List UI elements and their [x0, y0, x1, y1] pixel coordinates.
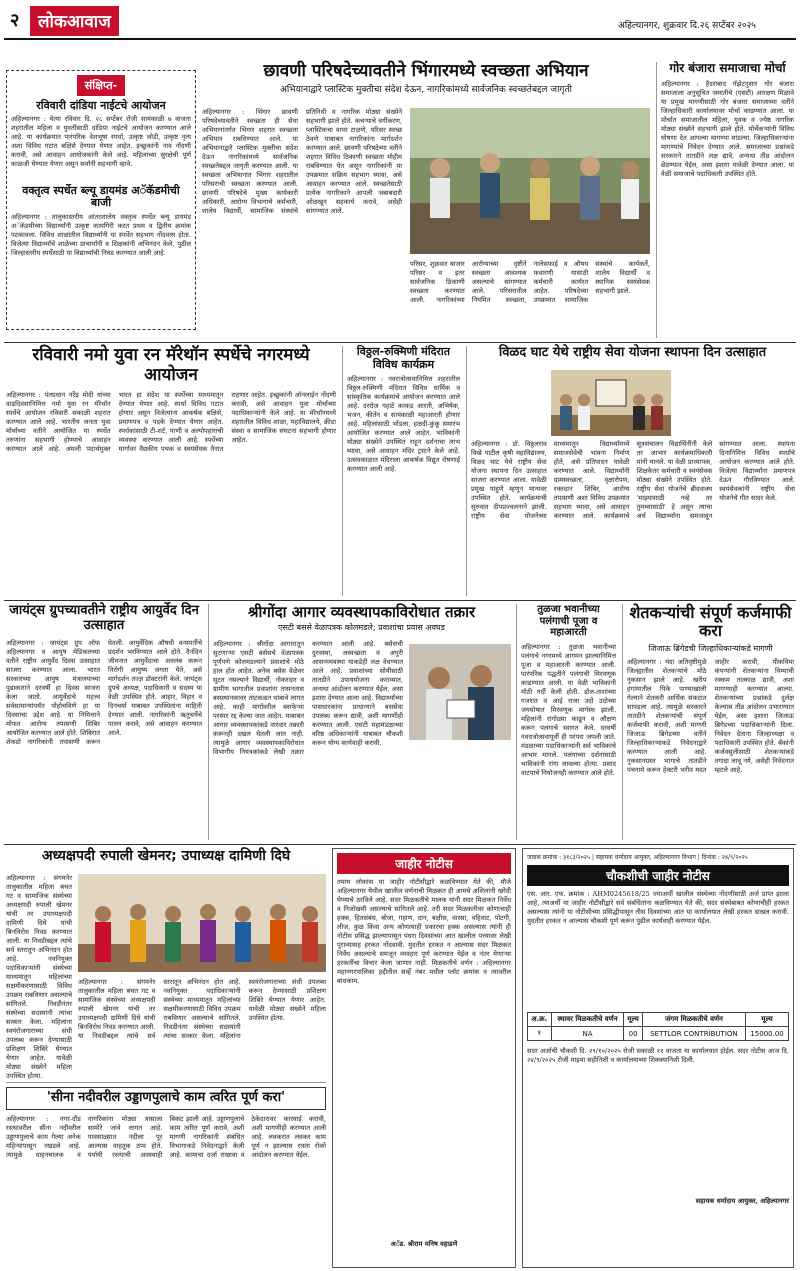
article-body: अहिल्यानगर : जायंट्स ग्रुप ऑफ अहिल्यानगर व आयुष मेडिकलच्या वतीने राष्ट्रीय आयुर्वेद दिवस उत्साहात साजरा करण्यात आला. भारत सरकारच्या आयुष मंत्रालयाच्या पुढाकाराने दरवर्षी हा दिवस साजरा केला जातो. आयुर्वेदाचे महत्त्व सर्वसामान्यांपर्यंत पोहोचविणे हा या दिवसाचा उद्देश आहे. या निमित्ताने मोफत आरोग्य तपासणी शिबिर आयोजित करण्यात आले होते. शिबिरात शेकडो नागरिकांनी तपासणी करून घेतली. आयुर्वेदिक औषधी वनस्पतींचे प्रदर्शन भरविण्यात आले होते. दैनंदिन जीवनात आयुर्वेदाचा अवलंब करून निरोगी आयुष्य जगता येते, असे मार्गदर्शन तज्ज्ञ डॉक्टरांनी केले. जायंट्स ग्रुपचे अध्यक्ष, पदाधिकारी व सदस्य या वेळी उपस्थित होते. आहार, विहार व दिनचर्या याबाबत उपस्थितांना माहिती देण्यात आली. नागरिकांनी ऋतुचर्येचे पालन करावे, असे आवाहन करण्यात आले.: [6, 638, 202, 746]
page-number: २: [10, 10, 20, 31]
article-tulja-bhavani: [516, 604, 616, 840]
chaukashi-notice: [522, 848, 794, 1268]
sankshipt-tag: संक्षिप्त-: [77, 75, 125, 96]
article-seena: [6, 1082, 326, 1268]
headline: विळद घाट येथे राष्ट्रीय सेवा योजना स्थापना दिन उत्साहात: [498, 345, 767, 360]
table-cell: 15000.00: [746, 1027, 789, 1041]
headline: विठ्ठल-रुक्मिणी मंदिरात विविध कार्यक्रम: [356, 345, 451, 371]
subhead: अभियानाद्वारे प्लास्टिक मुक्तीचा संदेश देऊन, नागरिकांमध्ये सार्वजनिक स्वच्छतेबद्दल जागृती: [280, 84, 572, 95]
notice-body: तमाम लोकांस या जाहीर नोटीसीद्वारे कळविण्यात येते की, मौजे अहिल्यानगर येथील खालील वर्णनाची मिळकत ही आमचे अशिलांनी खरेदी घेण्याचे ठरविले आहे. सदर मिळकतीचे मालक यांनी सदर मिळकत निर्वेध व निजोखमी असल्याचे सांगितले आहे. तरी सदर मिळकतीवर कोणाचाही हक्क, हितसंबंध, बोजा, गहाण, दान, बक्षीस, वारसा, वहिवाट, पोटगी, लीज, कुळ किंवा अन्य कोणत्याही प्रकारचा हक्क असल्यास त्यांनी ही नोटीस प्रसिद्ध झाल्यापासून पंधरा दिवसांच्या आत खालील पत्त्यावर लेखी पुराव्यासह हरकत नोंदवावी. मुदतीत हरकत न आल्यास सदर मिळकत निर्वेध असल्याचे समजून व्यवहार पूर्ण करण्यात येईल व नंतर येणाऱ्या हरकतींचा विचार केला जाणार नाही. मिळकतीचे वर्णन : अहिल्यानगर महानगरपालिका हद्दीतील सर्व्हे नंबर मधील प्लॉट क्रमांक व त्यावरील बांधकाम.: [337, 878, 511, 985]
article-body: अहिल्यानगर : डॉ. विठ्ठलराव विखे पाटील कृषी महाविद्यालय, विळद घाट येथे राष्ट्रीय सेवा योजना स्थापना दिन उत्साहात साजरा करण्यात आला. यावेळी प्रमुख पाहुणे म्हणून मान्यवर उपस्थित होते. कार्यक्रमाची सुरुवात दीपप्रज्वलनाने झाली. राष्ट्रीय सेवा योजनेच्या माध्यमातून विद्यार्थ्यांमध्ये समाजसेवेची भावना निर्माण होते, असे प्रतिपादन यावेळी करण्यात आले. विद्यार्थ्यांनी ग्रामस्वच्छता, वृक्षारोपण, रक्तदान शिबिर, आरोग्य तपासणी अशा विविध उपक्रमांत सहभाग घ्यावा, असे आवाहन करण्यात आले. कार्यक्रमाचे सूत्रसंचालन विद्यार्थिनींनी केले तर आभार कार्यक्रमाधिकारी यांनी मानले. या वेळी प्राध्यापक, शिक्षकेतर कर्मचारी व स्वयंसेवक मोठ्या संख्येने उपस्थित होते. राष्ट्रीय सेवा योजनेचे ब्रीदवाक्य 'माझ्यासाठी नव्हे तर तुमच्यासाठी' हे असून त्याचा अर्थ विद्यार्थ्यांना समजावून सांगण्यात आला. स्थापना दिनानिमित्त विविध स्पर्धांचे आयोजन करण्यात आले होते. विजेत्या विद्यार्थ्यांना प्रमाणपत्र देऊन गौरविण्यात आले. स्वयंसेवकांनी राष्ट्रीय सेवा योजनेचे गीत सादर केले.: [471, 440, 795, 520]
table-header: अ.क्र.: [528, 1013, 552, 1027]
jahir-notice: [332, 848, 516, 1268]
article-ayurved-day: [6, 604, 202, 840]
headline: तुळजा भवानीच्या पलंगाची पूजा व महाआरती: [537, 604, 600, 638]
story-title: वक्तृत्व स्पर्धेत ब्ल्यू डायमंड अॅकॅडमीची बाजी: [22, 183, 180, 210]
headline: छावणी परिषदेच्यावतीने भिंगारमध्ये स्वच्छता अभियान: [263, 61, 589, 81]
story-title: रविवारी दांडिया नाईटचे आयोजन: [36, 99, 166, 112]
newspaper-logo: लोकआवाज: [30, 6, 119, 36]
notice-signature: अॅड. श्रीराम मनिष वहाडणे: [390, 1240, 458, 1248]
masthead: [4, 6, 796, 40]
sankshipt-box: [6, 70, 196, 330]
divider: [4, 342, 796, 343]
headline: श्रीगोंदा आगार व्यवस्थापकाविरोधात तक्रार: [247, 603, 476, 621]
article-chhavni: [202, 62, 650, 338]
article-adhyaksha: [6, 848, 326, 1078]
table-header: मूल्य: [746, 1013, 789, 1027]
article-shrigonda: [208, 604, 510, 840]
table-cell: NA: [551, 1027, 624, 1041]
divider: [4, 600, 796, 601]
subhead: एसटी बससे वेळापत्रक कोलमडले; प्रवाशांचा प्रवास अवघड: [278, 623, 445, 633]
article-body: अहिल्यानगर : भिंगार छावणी परिषदेच्यावतीने स्वच्छता ही सेवा अभियानांतर्गत भिंगार शहरात स्वच्छता अभियान राबविण्यात आले. या अभियानाद्वारे प्लास्टिक मुक्तीचा संदेश देऊन नागरिकांमध्ये सार्वजनिक स्वच्छतेबद्दल जागृती करण्यात आली. या स्वच्छता अभियानात भिंगार शहरातील परिसराची स्वच्छता करण्यात आली. छावणी परिषदेचे मुख्य कार्यकारी अधिकारी, आरोग्य विभागाचे कर्मचारी, शालेय विद्यार्थी, सामाजिक संस्थांचे प्रतिनिधी व नागरिक मोठ्या संख्येने सहभागी झाले होते. कचऱ्याचे वर्गीकरण, प्लास्टिकचा वापर टाळणे, परिसर स्वच्छ ठेवणे याबाबत नागरिकांना मार्गदर्शन करण्यात आले. छावणी परिषदेच्या वतीने शहरात विविध ठिकाणी स्वच्छता मोहीम राबविण्यात येत असून नागरिकांनी या उपक्रमात सक्रिय सहभाग घ्यावा, असे आवाहन करण्यात आले. स्वच्छतेसाठी प्रत्येक नागरिकाने आपली जबाबदारी ओळखून सहकार्य करावे, असेही सांगण्यात आले.: [202, 108, 402, 215]
photo-nss-event: [551, 370, 671, 436]
headline: 'सीना नदीवरील उड्डाणपुलाचे काम त्वरित पूर्ण करा': [6, 1087, 326, 1110]
article-body: अहिल्यानगर : हैदराबाद गॅझेटनुसार गोर बंजारा समाजाला अनुसूचित जमातीचे (एसटी) आरक्षण मिळावे या प्रमुख मागणीसाठी गोर बंजारा समाजाच्या वतीने जिल्हाधिकारी कार्यालयावर मोर्चा काढण्यात आला. या मोर्चात समाजातील महिला, युवक व ज्येष्ठ नागरिक मोठ्या संख्येने सहभागी झाले होते. मोर्चेकऱ्यांनी विविध घोषणा देत आपल्या मागण्या मांडल्या. जिल्हाधिकाऱ्यांना मागण्यांचे निवेदन देण्यात आले. समाजाच्या प्रश्नांकडे सरकारने तातडीने लक्ष द्यावे, अन्यथा तीव्र आंदोलन छेडण्यात येईल, असा इशारा यावेळी देण्यात आला. या वेळी समाजाचे पदाधिकारी उपस्थित होते.: [661, 79, 794, 178]
photo-caption: परिसर, शुक्रवार बाजार परिसर व इतर सार्वजनिक ठिकाणी स्वच्छता करण्यात आली. नागरिकांच्या आरोग्याच्या दृष्टीने स्वच्छता आवश्यक असल्याचे सांगण्यात आले. परिसरातील नियमित स्वच्छता, नालेसफाई व औषध फवारणी यासाठी कर्मचारी कार्यरत आहेत. परिषदेच्या उपक्रमात सामाजिक संस्थांचे कार्यकर्ते, शालेय विद्यार्थी व स्थानिक स्वयंसेवक सहभागी झाले.: [410, 260, 650, 304]
article-body: अहिल्यानगर : संगमनेर तालुकातील महिला बचत गट व सामाजिक संस्थेच्या अध्यक्षपदी रुपाली खेमनर यांची तर उपाध्यक्षपदी दामिणी दिघे यांची बिनविरोध निवड करण्यात आली. या निवडीबद्दल त्यांचे सर्व स्तरातून अभिनंदन होत आहे. नवनियुक्त पदाधिकाऱ्यांनी संस्थेच्या माध्यमातून महिलांच्या सक्षमीकरणासाठी विविध उपक्रम राबविणार असल्याचे सांगितले. निवडीनंतर संस्थेच्या सदस्यांनी त्यांचा सत्कार केला. महिलांना स्वयंरोजगाराच्या संधी उपलब्ध करून देण्यासाठी प्रशिक्षण शिबिरे घेण्यात येणार आहेत. यावेळी मोठ्या संख्येने महिला उपस्थित होत्या.: [6, 874, 72, 1080]
article-body: अहिल्यानगर : श्रीगोंदा आगारातून सुटणाऱ्या एसटी बसेसचे वेळापत्रक पूर्णपणे कोलमडल्याने प्रवाशांचे मोठे हाल होत आहेत. अनेक बसेस वेळेवर सुटत नसल्याने विद्यार्थी, नोकरदार व ग्रामीण भागातील प्रवाशांना तासनतास बसस्थानकावर ताटकळत थांबावे लागत आहे. काही मार्गावरील बसफेऱ्या परस्पर रद्द केल्या जात आहेत. याबाबत आगार व्यवस्थापकांकडे वारंवार तक्रारी करूनही दखल घेतली जात नाही. त्यामुळे आगार व्यवस्थापकाविरोधात विभागीय नियंत्रकांकडे लेखी तक्रार करण्यात आली आहे. बसेसची दुरवस्था, अस्वच्छता व अपुरी आसनव्यवस्था याकडेही लक्ष वेधण्यात आले आहे. प्रवाशांच्या सोयीसाठी तातडीने उपाययोजना कराव्यात, अन्यथा आंदोलन करण्यात येईल, असा इशारा देण्यात आला आहे. विद्यार्थ्यांच्या पासधारकांना प्राधान्याने बससेवा उपलब्ध करून द्यावी, अशी मागणीही करण्यात आली. एसटी महामंडळाच्या वरिष्ठ अधिकाऱ्यांनी याबाबत चौकशी करून योग्य कार्यवाही करावी.: [213, 640, 403, 756]
article-body-continued: अहिल्यानगर : संगमनेर तालुकातील महिला बचत गट व सामाजिक संस्थेच्या अध्यक्षपदी रुपाली खेमनर यांची तर उपाध्यक्षपदी दामिणी दिघे यांची बिनविरोध निवड करण्यात आली. या निवडीबद्दल त्यांचे सर्व स्तरातून अभिनंदन होत आहे. नवनियुक्त पदाधिकाऱ्यांनी संस्थेच्या माध्यमातून महिलांच्या सक्षमीकरणासाठी विविध उपक्रम राबविणार असल्याचे सांगितले. निवडीनंतर संस्थेच्या सदस्यांनी त्यांचा सत्कार केला. महिलांना स्वयंरोजगाराच्या संधी उपलब्ध करून देण्यासाठी प्रशिक्षण शिबिरे घेण्यात येणार आहेत. यावेळी मोठ्या संख्येने महिला उपस्थित होत्या.: [78, 978, 326, 1040]
photo-complaint: [409, 644, 511, 740]
notice-title: जाहीर नोटीस: [337, 853, 511, 874]
divider: [4, 844, 796, 845]
article-nss: [466, 346, 794, 596]
headline: जायंट्स ग्रुपच्यावतीने राष्ट्रीय आयुर्वेद दिन उत्साहात: [9, 603, 199, 633]
notice-footer: सदर अर्जाची चौकशी दि. २९/१०/२०२५ रोजी सकाळी ११ वाजता या कार्यालयात होईल. सदर नोटीस आज दि. २४/९/२०२५ रोजी माझ्या सहीनिशी व कार्यालयाच्या शिक्क्यानिशी दिली.: [527, 1047, 789, 1064]
table-cell: SETTLOR CONTRIBUTION: [642, 1027, 745, 1041]
article-body: अहिल्यानगर : तुळजा भवानीच्या पलंगाचे नगरमध्ये आगमन झाल्यानिमित्त पूजा व महाआरती करण्यात आली. पारंपरिक पद्धतीने पलंगाची मिरवणूक काढण्यात आली. या वेळी भाविकांनी मोठी गर्दी केली होती. ढोल-ताशांच्या गजरात व आई राजा उदो उदोच्या जयघोषात मिरवणूक मार्गस्थ झाली. महिलांनी रांगोळ्या काढून व औक्षण करून पलंगाचे स्वागत केले. दरवर्षी नवरात्रोत्सवापूर्वी ही परंपरा जपली जाते. मंडळाच्या पदाधिकाऱ्यांनी सर्व भाविकांचे आभार मानले. पलंगाच्या दर्शनासाठी भाविकांनी रांगा लावल्या होत्या. प्रसाद वाटपाचे नियोजनही करण्यात आले होते.: [521, 642, 616, 777]
notice-signature: सहायक धर्मादाय आयुक्त, अहिल्यानगर: [695, 1197, 789, 1205]
headline: गोर बंजारा समाजाचा मोर्चा: [669, 61, 786, 75]
table-row: [528, 1027, 789, 1041]
article-body: अहिल्यानगर : नवरात्रोत्सवानिमित्त शहरातील विठ्ठल-रुक्मिणी मंदिरात विविध धार्मिक व सांस्कृतिक कार्यक्रमांचे आयोजन करण्यात आले आहे. दररोज पहाटे काकड आरती, अभिषेक, भजन, कीर्तन व सायंकाळी महाआरती होणार आहे. महिलांसाठी भोंडला, हळदी-कुंकू समारंभ आयोजित करण्यात आले आहेत. भाविकांनी मोठ्या संख्येने उपस्थित राहून दर्शनाचा लाभ घ्यावा, असे आवाहन मंदिर ट्रस्टने केले आहे. उत्सवकाळात मंदिराला आकर्षक विद्युत रोषणाई करण्यात आली आहे.: [347, 375, 460, 474]
article-vitthal: [342, 346, 460, 596]
article-body: अहिल्यानगर : यंदा अतिवृष्टीमुळे जिल्ह्यातील शेतकऱ्यांचे मोठे नुकसान झाले आहे. खरीप हंगामातील पिके पाण्याखाली गेल्याने शेतकरी आर्थिक संकटात सापडला आहे. त्यामुळे सरकारने तातडीने शेतकऱ्यांची संपूर्ण कर्जमाफी करावी, अशी मागणी जिजाऊ ब्रिगेडच्या वतीने जिल्हाधिकाऱ्यांकडे निवेदनाद्वारे करण्यात आली आहे. नुकसानग्रस्त भागाचे तातडीने पंचनामे करून हेक्टरी भरीव मदत जाहीर करावी, पीकविमा कंपन्यांनी शेतकऱ्यांना विम्याची रक्कम तात्काळ द्यावी, अशा मागण्याही करण्यात आल्या. शेतकऱ्यांच्या प्रश्नांकडे दुर्लक्ष केल्यास तीव्र आंदोलन उभारण्यात येईल, असा इशारा जिजाऊ ब्रिगेडच्या पदाधिकाऱ्यांनी दिला. निवेदन देताना जिल्हाध्यक्षा व पदाधिकारी उपस्थित होते. बँकांनी कर्जवसुलीसाठी शेतकऱ्यांकडे तगादा लावू नये, असेही निवेदनात म्हटले आहे.: [627, 657, 794, 774]
article-body: अहिल्यानगर : पंतप्रधान नरेंद्र मोदी यांच्या वाढदिवसानिमित्त नमो युवा रन मॅरेथॉन स्पर्धेचे आयोजन रविवारी सकाळी शहरात करण्यात आले आहे. भारतीय जनता युवा मोर्चाच्या वतीने आयोजित या स्पर्धेत तरुणांना सहभागी होण्याचे आवाहन करण्यात आले आहे. अंमली पदार्थमुक्त भारत हा संदेश या स्पर्धेच्या माध्यमातून देण्यात येणार आहे. स्पर्धा विविध गटात होणार असून विजेत्यांना आकर्षक बक्षिसे, प्रमाणपत्र व पदके देण्यात येणार आहेत. स्पर्धकांसाठी टी-शर्ट, पाणी व अल्पोपहाराची व्यवस्था करण्यात आली आहे. स्पर्धेच्या मार्गावर वैद्यकीय पथक व स्वयंसेवक तैनात राहणार आहेत. इच्छुकांनी ऑनलाईन नोंदणी करावी, असे आवाहन युवा मोर्चाच्या पदाधिकाऱ्यांनी केले आहे. या मॅरेथॉनमध्ये शहरातील विविध शाळा, महाविद्यालये, क्रीडा संस्था व सामाजिक संघटना सहभागी होणार आहेत.: [6, 391, 336, 454]
subhead: जिजाऊ ब्रिगेडची जिल्हाधिकाऱ्यांकडे मागणी: [648, 643, 773, 653]
headline: अध्यक्षपदी रुपाली खेमनर; उपाध्यक्ष दामिणी दिघे: [41, 848, 291, 864]
story-body: अहिल्यानगर : येत्या रविवार दि. २८ सप्टेंबर रोजी सायंकाळी ७ वाजता शहरातील महिला व युवतींसाठी दांडिया नाईटचे आयोजन करण्यात आले आहे. या कार्यक्रमात पारंपरिक वेशभूषा स्पर्धा, उत्कृष्ट जोडी, उत्कृष्ट नृत्य अशा विविध गटात बक्षिसे देण्यात येणार आहेत. इच्छुकांनी नाव नोंदणी करावी, असे आवाहन आयोजकांनी केले आहे. महिलांच्या सुरक्षेची पूर्ण काळजी घेण्यात येणार असून सर्वांनी सहभागी व्हावे.: [11, 114, 191, 168]
photo-group: [78, 874, 326, 972]
headline: रविवारी नमो युवा रन मॅरेथॉन स्पर्धेचे नगरमध्ये आयोजन: [32, 345, 310, 385]
article-gor-banjara: [656, 62, 794, 338]
headline: शेतकऱ्यांची संपूर्ण कर्जमाफी करा: [629, 603, 792, 641]
story-body: अहिल्यानगर : तालुकास्तरीय आंतरशालेय वक्तृत्व स्पर्धेत ब्ल्यू डायमंड अॅकॅडमीच्या विद्यार्थ्यांनी उत्कृष्ट कामगिरी करत प्रथम व द्वितीय क्रमांक पटकावला. विविध शाळांतील विद्यार्थ्यांनी या स्पर्धेत सहभाग नोंदवला होता. विजेत्या विद्यार्थ्यांचे शाळेच्या प्राचार्यांनी व शिक्षकांनी अभिनंदन केले. पुढील जिल्हास्तरीय स्पर्धेसाठी या विद्यार्थ्यांची निवड करण्यात आली आहे.: [11, 212, 191, 257]
table-cell: १: [528, 1027, 552, 1041]
article-body: अहिल्यानगर : नगर-दौंड रस्त्यावरील सीना नदीवरील उड्डाणपुलाचे काम गेल्या अनेक महिन्यांपासून रखडले आहे. त्यामुळे वाहनचालक व नागरिकांना मोठ्या त्रासाला सामोरे जावे लागत आहे. पावसाळ्यात नदीला पूर आल्यास वाहतूक ठप्प होते. पर्यायी रस्त्याची अवस्थाही बिकट झाली आहे. उड्डाणपुलाचे काम त्वरित पूर्ण करावे, अशी मागणी नागरिकांनी संबंधित विभागाकडे निवेदनाद्वारे केली आहे. कामाचा दर्जा राखावा व ठेकेदारावर कारवाई करावी, अशी मागणीही करण्यात आली आहे. लवकरात लवकर काम पूर्ण न झाल्यास रास्ता रोको आंदोलन करण्यात येईल.: [6, 1114, 326, 1159]
table-header: जंगम मिळकतीचे वर्णन: [642, 1013, 745, 1027]
table-header: मूल्य: [624, 1013, 642, 1027]
notice-title: चौकशीची जाहीर नोटीस: [527, 865, 789, 886]
notice-body: एस. आर. एफ. क्रमांक : AHM0245618/25 ज्याअर्थी खालील संस्थेच्या नोंदणीसाठी अर्ज प्राप्त झाला आहे, त्याअर्थी या जाहीर नोटीसीद्वारे सर्व संबंधितांना कळविण्यात येते की, सदर संस्थेबाबत कोणाचीही हरकत असल्यास त्यांनी या नोटीसीच्या प्रसिद्धीपासून तीस दिवसांच्या आत या कार्यालयात लेखी हरकत दाखल करावी. मुदतीत हरकत न आल्यास चौकशी पूर्ण करून पुढील कार्यवाही करण्यात येईल.: [527, 890, 789, 925]
table-header: स्थावर मिळकतीचे वर्णन: [551, 1013, 624, 1027]
notice-header: जावक क्रमांक : ३१८३/२०२५ | सहायक धर्मादाय आयुक्त, अहिल्यानगर विभाग | दिनांक : २४/९/२०२५: [527, 854, 748, 861]
article-karjmafi: [622, 604, 794, 840]
schedule-table: [527, 1012, 789, 1041]
dateline: अहिल्यानगर, शुक्रवार दि.२६ सप्टेंबर २०२५: [617, 21, 756, 31]
article-namo-run: [6, 346, 336, 596]
photo-cleanliness-drive: [410, 108, 650, 254]
table-cell: 00: [624, 1027, 642, 1041]
